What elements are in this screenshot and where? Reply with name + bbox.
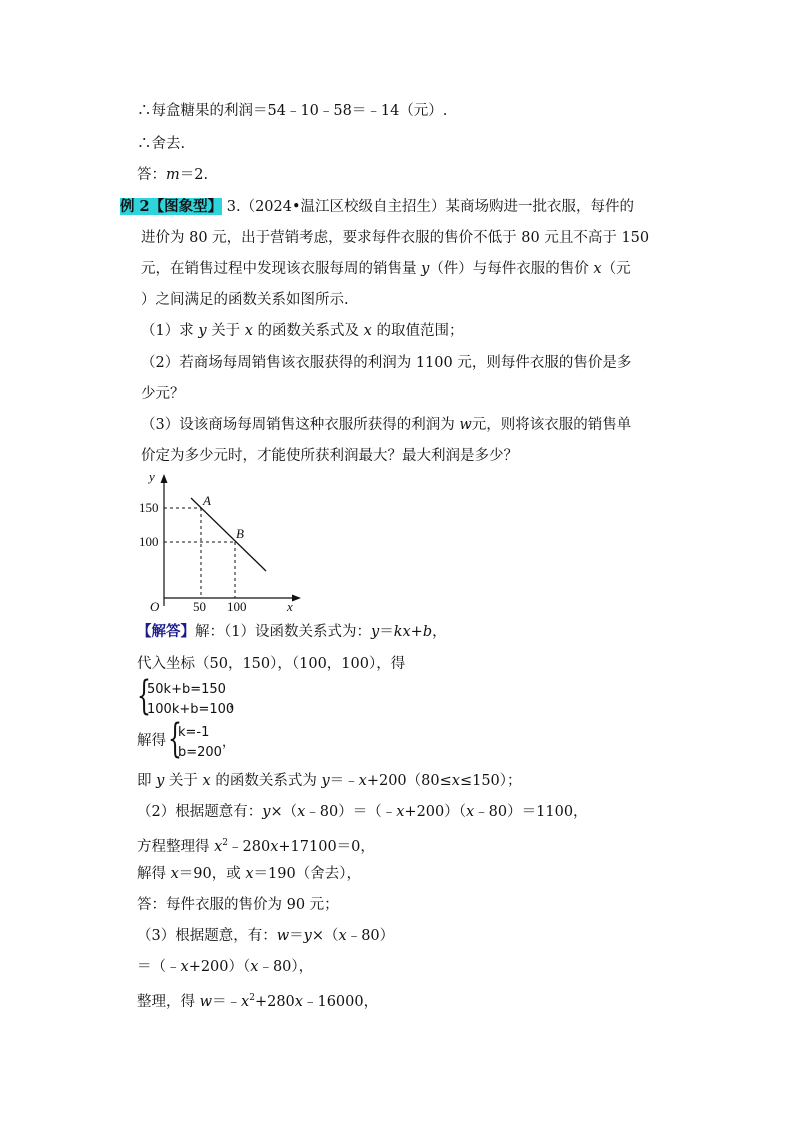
text-line: 进价为 80 元，出于营销考虑，要求每件衣服的售价不低于 80 元且不高于 150: [141, 230, 650, 246]
y-axis-label: y: [149, 469, 155, 484]
example-line: 例 2【图象型】 3.（2024•温江区校级自主招生）某商场购进一批衣服，每件的: [120, 198, 635, 215]
answer-line-8: 答：每件衣服的售价为 90 元；: [137, 897, 339, 913]
question-2: （2）若商场每周销售该衣服获得的利润为 1100 元，则每件衣服的售价是多: [141, 355, 632, 371]
origin-label: O: [150, 599, 160, 614]
point-a-label: A: [203, 493, 211, 508]
function-graph: [130, 468, 310, 618]
x-tick-100: 100: [227, 599, 247, 614]
answer-line-7: 解得 x＝90，或 x＝190（舍去），: [137, 866, 361, 882]
answer-line-2: 代入坐标（50，150），（100，100），得: [137, 656, 406, 672]
answer-line-1: 【解答】解：（1）设函数关系式为：y＝kx+b，: [137, 623, 447, 640]
function-line: [191, 498, 266, 571]
y-tick-100: 100: [139, 534, 159, 549]
answer-line-4: 即 y 关于 x 的函数关系式为 y＝﹣x+200（80≤x≤150）；: [137, 773, 522, 789]
text-line: 答：m＝2.: [137, 167, 209, 183]
x-tick-50: 50: [193, 599, 206, 614]
text-line: ∴每盒糖果的利润＝54﹣10﹣58＝﹣14（元）.: [137, 103, 448, 119]
example-tag: 例 2【图象型】: [120, 198, 223, 215]
y-tick-150: 150: [139, 500, 159, 515]
answer-line-3: 解得: [137, 733, 166, 749]
answer-line-11: 整理，得 $w=﹣x^2+280x﹣16000$，: [137, 993, 379, 1010]
brace-icon: {: [168, 716, 182, 762]
equation-system-1: { 50k+b=150 100k+b=100 ，: [137, 673, 243, 719]
point-b-label: B: [236, 526, 244, 541]
x-axis-label: x: [287, 599, 293, 614]
text-line: 元，在销售过程中发现该衣服每周的销售量 y（件）与每件衣服的售价 x（元: [141, 261, 631, 277]
y-axis-arrow: [161, 474, 168, 483]
answer-line-10: ＝（﹣x+200）（x﹣80），: [137, 959, 314, 975]
equation-system-2: { k=-1 b=200 ，: [168, 716, 236, 762]
text-line: ）之间满足的函数关系如图所示.: [141, 292, 349, 308]
text-line: 少元？: [141, 386, 185, 402]
answer-line-6: 方程整理得 $x^2﹣280x+17100=0$，: [137, 838, 375, 855]
answer-line-9: （3）根据题意，有：w＝y×（x﹣80）: [137, 928, 395, 944]
answer-line-5: （2）根据题意有：y×（x﹣80）＝（﹣x+200）（x﹣80）＝1100，: [137, 804, 588, 820]
brace-icon: {: [137, 673, 151, 719]
text-line: 价定为多少元时，才能使所获利润最大？最大利润是多少？: [141, 448, 518, 464]
question-3: （3）设该商场每周销售这种衣服所获得的利润为 w元，则将该衣服的销售单: [141, 417, 632, 433]
x-axis-arrow: [292, 595, 301, 602]
answer-tag: 【解答】: [137, 623, 195, 640]
text-line: ∴舍去.: [137, 136, 186, 152]
question-1: （1）求 y 关于 x 的函数关系式及 x 的取值范围；: [141, 323, 464, 339]
